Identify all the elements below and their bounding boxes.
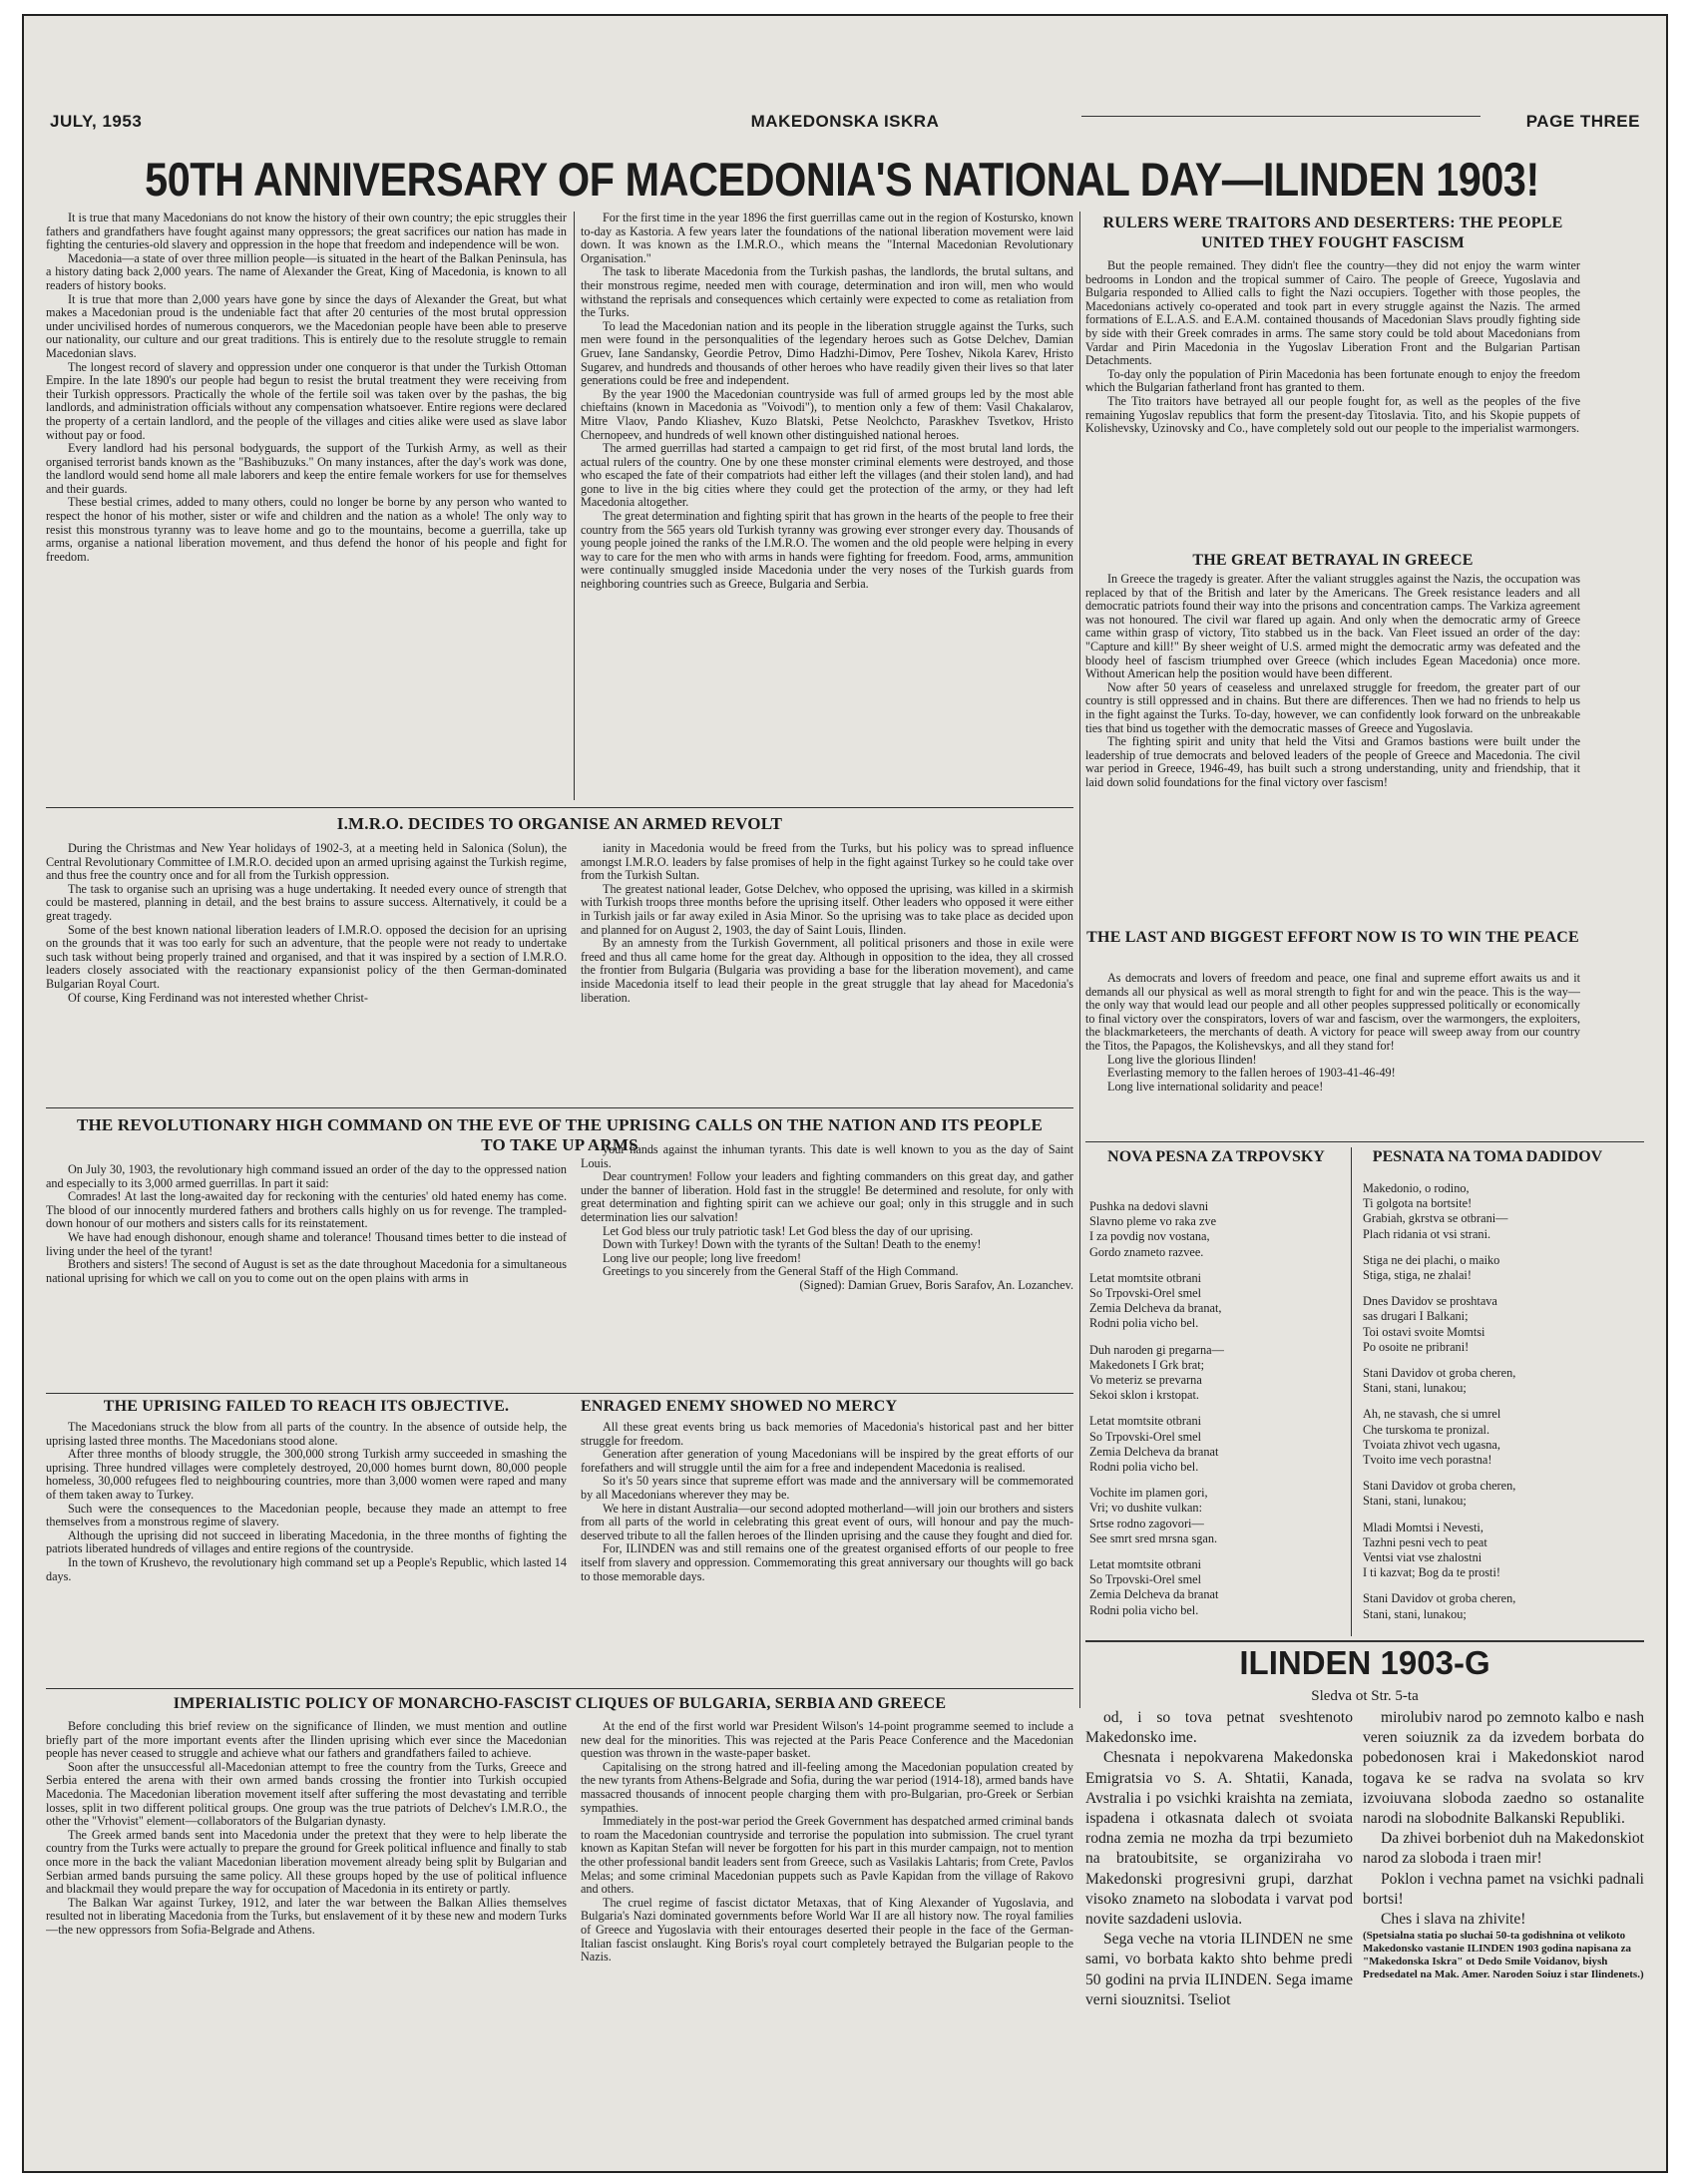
heading-enraged-enemy: ENRAGED ENEMY SHOWED NO MERCY bbox=[581, 1398, 898, 1415]
heading-last-effort: THE LAST AND BIGGEST EFFORT NOW IS TO WIN THE PEACE bbox=[1086, 929, 1579, 946]
main-headline: 50TH ANNIVERSARY OF MACEDONIA'S NATIONAL DAY—ILINDEN 1903! bbox=[145, 153, 1539, 206]
poem-title-trpovsky: NOVA PESNA ZA TRPOVSKY bbox=[1107, 1148, 1325, 1165]
section-rule bbox=[1085, 1141, 1644, 1142]
high-command-column-2: your hands against the inhuman tyrants. This date is well known to you as the day of Saint Louis. Dear countrymen! Follow your leaders and fighting commanders on this great day, and gather under the banner of liberation. Hold fast in the struggle! Be determined and resolute, for only with great determination and fighting spirit can we achieve our goal; only in this struggle and in such determination lies our salvation! Let God bless our truly patriotic task! Let God bless the day of our uprising. Down with Turkey! Down with the tyrants of the Sultan! Death to the enemy! Long live our people; long live freedom! Greetings to you sincerely from the General Staff of the High Command. (Signed): Damian Gruev, Boris Sarafov, An. Lozanchev. bbox=[581, 1143, 1073, 1292]
column-rule bbox=[574, 212, 575, 800]
issue-date: JULY, 1953 bbox=[50, 112, 143, 131]
imperialist-column-2: At the end of the first world war President Wilson's 14-point programme seemed to include a new deal for the minorities. This was rejected at the Paris Peace Conference and the Macedonian question was thrown in the waste-paper basket. Capitalising on the strong hatred and ill-feeling among the Macedonian population created by the new tyrants from Athens-Belgrade and Sofia, during the war period (1914-18), armed bands have massacred thousands of innocent people charging them with pro-Bulgarian, pro-Greek or Serbian sympathies. Immediately in the post-war period the Greek Government has despatched armed criminal bands to roam the Macedonian countryside and terrorise the population into submission. The cruel tyrant known as Kapitan Stefan will never be forgotten for his part in this murder campaign, not to mention the other professional bandit leaders sent from Greece, such as Vasilakis Lahtaris; from Crete, Pavlos Melas; and some criminal Macedonian puppets such as Pavle Kapidan from the village of Rakovo and others. The cruel regime of fascist dictator Metaxas, that of King Alexander of Yugoslavia, and Bulgaria's Nazi dominated governments before World War II are all history now. The royal families of Greece and Yugoslavia with their entourages deserted their people in the face of the German-Italian fascist onslaught. King Boris's royal court completely betrayed the Bulgarian people to the Nazis. bbox=[581, 1720, 1073, 1965]
paper-name: MAKEDONSKA ISKRA bbox=[750, 112, 940, 131]
newspaper-page bbox=[22, 14, 1668, 2173]
heading-imperialist-policy: IMPERIALISTIC POLICY OF MONARCHO-FASCIST CLIQUES OF BULGARIA, SERBIA AND GREECE bbox=[173, 1695, 947, 1712]
great-betrayal-text: In Greece the tragedy is greater. After the valiant struggles against the Nazis, the occupation was replaced by that of the British and later by the Americans. The Greek resistance leaders and all democratic patriots found their way into the prisons and concentration camps. The Varkiza agreement was not honoured. The civil war flared up again. And only when the democratic army of Greece came within grasp of victory, Tito stabbed us in the back. Van Fleet issued an order of the day: "Capture and kill!" By sheer weight of U.S. armed might the democratic army was defeated and the bloody heel of fascism triumphed over Greece (which includes Egean Macedonia) once more. Without American help the position would have been different. Now after 50 years of ceaseless and unrelaxed struggle for freedom, the greater part of our country is still oppressed and in chains. But there are differences. Then we had no friends to help us in the fight against the Turks. To-day, however, we can confidently look forward on the unbreakable ties that bind us together with the democratic masses of Greece and Yugoslavia. The fighting spirit and unity that held the Vitsi and Gramos bastions were built under the leadership of true democrats and beloved leaders of the people of Greece and Macedonia. The civil war period in Greece, 1946-49, has built such a strong understanding, unity and friendship, that it laid down solid foundations for the final victory over fascism! bbox=[1085, 573, 1580, 789]
article-column-1: It is true that many Macedonians do not know the history of their own country; the epic struggles their fathers and grandfathers have fought against many oppressors; the great sacrifices our nation has made in fighting the centuries-old slavery and oppression in the hope that freedom and independence will be won. Macedonia—a state of over three million people—is situated in the heart of the Balkan Peninsula, has a history dating back 2,000 years. The name of Alexander the Great, King of Macedonia, is known to all readers of history books. It is true that more than 2,000 years have gone by since the days of Alexander the Great, but what makes a Macedonian proud is the undeniable fact that after 20 centuries of the most brutal oppression under uncivilised hordes of numerous conquerors, we the Macedonian people have been able to preserve our nationality, our culture and our great traditions. This is entirely due to the resolute struggle to remain Macedonian slavs. The longest record of slavery and oppression under one conqueror is that under the Turkish Ottoman Empire. In the late 1890's our people had begun to resist the brutal treatment they were receiving from their Turkish oppressors. Practically the whole of the fertile soil was taken over by the pashas, the big landlords, and administration officials without any compensation whatsoever. Entire regions were declared the property of a certain landlord, and the people of the villages and cities alike were used as slave labor without pay or food. Every landlord had his personal bodyguards, the support of the Turkish Army, as well as their organised terrorist bands known as the "Bashibuzuks." On many instances, after the day's work was done, the landlord would send home all male laborers and keep the entire female workers for use for themselves and their guards. These bestial crimes, added to many others, could no longer be borne by any person who wanted to respect the honor of his mother, sister or wife and children and the nation as a whole! The only way to resist this monstrous tyranny was to leave home and go to the mountains, become a guerrilla, take up arms, organise a national liberation movement, and thus defend the honor of his people and fight for freedom. bbox=[46, 212, 567, 564]
high-command-column-1: On July 30, 1903, the revolutionary high command issued an order of the day to the oppressed nation and especially to its 3,000 armed guerrillas. In part it said: Comrades! At last the long-awaited day for reckoning with the centuries' old hated enemy has come. The blood of our innocently murdered fathers and brothers calls highly on us for revenge. The trampled-down honour of our mothers and sisters calls for its reinstatement. We have had enough dishonour, enough shame and tolerance! Thousand times better to die instead of living under the heel of the tyrant! Brothers and sisters! The second of August is set as the date throughout Macedonia for a simultaneous national uprising for which we call on you to come out on the open plains with arms in bbox=[46, 1163, 567, 1285]
heading-high-command: THE REVOLUTIONARY HIGH COMMAND ON THE EVE OF THE UPRISING CALLS ON THE NATION AND ITS PEOPLE TO TAKE UP ARMS bbox=[76, 1115, 1044, 1154]
imro-column-1: During the Christmas and New Year holidays of 1902-3, at a meeting held in Salonica (Solun), the Central Revolutionary Committee of I.M.R.O. decided upon an armed uprising against the Turkish regime, and thus free the country once and for all from the Turkish oppression. The task to organise such an uprising was a huge undertaking. It needed every ounce of strength that could be mastered, planning in detail, and the best brains to assure success. Alternatively, it could be a great tragedy. Some of the best known national liberation leaders of I.M.R.O. opposed the decision for an uprising on the grounds that it was too early for such an adventure, that the people were not ready to undertake such task without being properly trained and organised, and that it was inspired by a section of I.M.R.O. leaders closely associated with the reactionary expansionist policy of the then German-dominated Bulgarian Royal Court. Of course, King Ferdinand was not interested whether Christ- bbox=[46, 842, 567, 1005]
last-effort-text: As democrats and lovers of freedom and peace, one final and supreme effort awaits us and it demands all our physical as well as moral strength to fight for and win the peace. This is the way—the only way that would lead our people and all other peoples suppressed politically or economically to final victory over the conspirators, lovers of war and fascism, over the warmongers, the exploiters, the blackmarketeers, the merchants of death. A victory for peace will sweep away from our country the Titos, the Papagos, the Kolishevskys, and all they stand for! Long live the glorious Ilinden! Everlasting memory to the fallen heroes of 1903-41-46-49! Long live international solidarity and peace! bbox=[1085, 972, 1580, 1093]
column-rule bbox=[1351, 1147, 1352, 1636]
section-rule bbox=[46, 1393, 1073, 1394]
ilinden-box-column-1: od, i so tova petnat sveshtenoto Makedonsko ime. Chesnata i nepokvarena Makedonska Emigratsia vo S. A. Shtatii, Kanada, Avstralia i po vsichki kraishta na zemiata, ispadena i otkasnata dalech ot svoiata rodna zemia ne mozha da trpi bezumieto na bratoubitsite, se organiziraha vo Makedonski progresivni grupi, darzhat visoko znameto na slobodata i varvat pod novite sazdadeni uslovia. Sega veche na vtoria ILINDEN ne sme sami, vo borbata kakto shto behme predi 50 godini na prvia ILINDEN. Sega imame verni siouznitsi. Tseliot bbox=[1085, 1709, 1353, 2008]
section-rule bbox=[46, 807, 1073, 808]
header-rule bbox=[1081, 116, 1480, 117]
continued-from: Sledva ot Str. 5-ta bbox=[1311, 1688, 1419, 1704]
imro-column-2: ianity in Macedonia would be freed from the Turks, but his policy was to spread influence amongst I.M.R.O. leaders by false promises of help in the fight against Turkey so he could take over from the Turkish Sultan. The greatest national leader, Gotse Delchev, who opposed the uprising, was killed in a skirmish with Turkish troops three months before the uprising itself. Other leaders who opposed it were either in Turkish jails or far away exiled in Asia Minor. So the uprising was to take place as decided upon and planned for on August 2, 1903, the day of Saint Louis, Ilinden. By an amnesty from the Turkish Government, all political prisoners and those in exile were freed and thus all came home for the great day. Although in opposition to the idea, they all crossed the frontier from Bulgaria (Bulgaria was providing a base for the liberation movement), and came inside Macedonia itself to lead their people in the great struggle that lay ahead for Macedonia's liberation. bbox=[581, 842, 1073, 1005]
heading-uprising-failed: THE UPRISING FAILED TO REACH ITS OBJECTIVE. bbox=[103, 1398, 510, 1415]
imperialist-column-1: Before concluding this brief review on the significance of Ilinden, we must mention and outline briefly part of the more important events after the Ilinden uprising which ever since the Macedonian people has never ceased to struggle and achieve what our fathers and grandfathers failed to achieve. Soon after the unsuccessful all-Macedonian attempt to free the country from the Turks, Greece and Serbia entered the arena with their own armed bands crossing the frontier into Turkish occupied Macedonia. The Macedonian liberation movement itself after suffering the most devastating and terrible losses, split in two different political groups. One group was the true patriots of Delchev's I.M.R.O., the other the "Vrhovist" element—collaborators of the Bulgarian dynasty. The Greek armed bands sent into Macedonia under the pretext that they were to help liberate the country from the Turks were actually to prepare the ground for Greek political influence and finally to stab once more in the back the valiant Macedonian liberation movement already being split by Bulgarian and Serbian armed bands pursuing the same policy. All these groups hoped by the use of political influence and blackmail they would prepare the way for occupation of Macedonia in its entirety or partly. The Balkan War against Turkey, 1912, and later the war between the Balkan Allies themselves resulted not in liberating Macedonia from the Turks, but enslavement of it by these new and modern Turks—the new oppressors from Sofia-Belgrade and Athens. bbox=[46, 1720, 567, 1937]
author-note: (Spetsialna statia po sluchai 50-ta godishnina ot velikoto Makedonsko vastanie ILINDEN 1903 godina napisana za "Makedonska Iskra" ot Dedo Smile Voidanov, biysh Predsedatel na Mak. Amer. Naroden Soiuz i star Ilindenets.) bbox=[1363, 1930, 1644, 1981]
box-rule bbox=[1085, 1640, 1644, 1642]
poem-title-dadidov: PESNATA NA TOMA DADIDOV bbox=[1372, 1148, 1603, 1165]
column-rule-right bbox=[1079, 212, 1080, 1708]
poem-trpovsky: Pushka na dedovi slavni Slavno pleme vo raka zve I za povdig nov vostana, Gordo znameto razvee. Letat momtsite otbrani So Trpovski-Orel smel Zemia Delcheva da branat, Rodni polia vicho bel. Duh naroden gi pregarna— Makedonets I Grk brat; Vo meteriz se prevarna Sekoi sklon i krstopat. Letat momtsite otbrani So Trpovski-Orel smel Zemia Delcheva da branat Rodni polia vicho bel. Vochite im plamen gori, Vri; vo dushite vulkan: Srtse rodno zagovori— See smrt sred mrsna sgan. Letat momtsite otbrani So Trpovski-Orel smel Zemia Delcheva da branat Rodni polia vicho bel. bbox=[1089, 1199, 1224, 1617]
uprising-failed-text: The Macedonians struck the blow from all parts of the country. In the absence of outside help, the uprising lasted three months. The Macedonians stood alone. After three months of bloody struggle, the 300,000 strong Turkish army succeeded in smashing the uprising. Three hundred villages were completely destroyed, 20,000 homes burnt down, 80,000 people homeless, 30,000 refugees fled to neighbouring countries, more than 3,000 women were raped and many of them taken away to Turkey. Such were the consequences to the Macedonian people, because they made an attempt to free themselves from a monstrous regime of slavery. Although the uprising did not succeed in liberating Macedonia, in the three months of fighting the patriots liberated hundreds of villages and entire regions of the countryside. In the town of Krushevo, the revolutionary high command set up a People's Republic, which lasted 14 days. bbox=[46, 1421, 567, 1583]
heading-rulers-traitors: RULERS WERE TRAITORS AND DESERTERS: THE PEOPLE UNITED THEY FOUGHT FASCISM bbox=[1102, 215, 1563, 251]
ilinden-box-title: ILINDEN 1903-G bbox=[1239, 1644, 1490, 1681]
section-rule bbox=[46, 1688, 1073, 1689]
ilinden-box-column-2: mirolubiv narod po zemnoto kalbo e nash veren soiuznik za da izvedem borbata do pobedonosen krai i Makedonskiot narod togava ke se radva na svolata so krv izvoiuvana sloboda zaedno so ostanalite narodi na slobodnite Balkanski Republiki. Da zhivei borbeniot duh na Makedonskiot narod za sloboda i traen mir! Poklon i vechna pamet na vsichki padnali bortsi! Ches i slava na zhivite! (Spetsialna statia po sluchai 50-ta godishnina ot velikoto Makedonsko vastanie ILINDEN 1903 godina napisana za "Makedonska Iskra" ot Dedo Smile Voidanov, biysh Predsedatel na Mak. Amer. Naroden Soiuz i star Ilindenets.) bbox=[1363, 1709, 1644, 1981]
enraged-enemy-text: All these great events bring us back memories of Macedonia's historical past and her bitter struggle for freedom. Generation after generation of young Macedonians will be inspired by the great efforts of our forefathers and will struggle until the aim for a free and independent Macedonia is realised. So it's 50 years since that supreme effort was made and the anniversary will be commemorated by all Macedonians wherever they may be. We here in distant Australia—our second adopted motherland—will join our brothers and sisters from all parts of the world in celebrating this great event of ours, will honour and pay the much-deserved tribute to all the fallen heroes of the Ilinden uprising and the cause they fought and died for. For, ILINDEN was and still remains one of the greatest organised efforts of our people to free itself from slavery and oppression. Commemorating this great anniversary our thoughts will go back to those memorable days. bbox=[581, 1421, 1073, 1583]
poem-dadidov: Makedonio, o rodino, Ti golgota na bortsite! Grabiah, gkrstva se otbrani— Plach ridania ot vsi strani. Stiga ne dei plachi, o maiko Stiga, stiga, ne zhalai! Dnes Davidov se proshtava sas drugari I Balkani; Toi ostavi svoite Momtsi Po osoite ne pribrani! Stani Davidov ot groba cheren, Stani, stani, lunakou; Ah, ne stavash, che si umrel Che turskoma te pronizal. Tvoiata zhivot vech ugasna, Tvoito ime vech porastna! Stani Davidov ot groba cheren, Stani, stani, lunakou; Mladi Momtsi i Nevesti, Tazhni pesni vech to peat Ventsi viat vse zhalostni I ti kazvat; Bog da te prosti! Stani Davidov ot groba cheren, Stani, stani, lunakou; bbox=[1363, 1181, 1516, 1621]
section-rule bbox=[46, 1107, 1073, 1108]
page-number: PAGE THREE bbox=[1525, 112, 1640, 131]
article-column-2: For the first time in the year 1896 the first guerrillas came out in the region of Kostursko, known to-day as Kastoria. A few years later the foundations of the national liberation movement were laid down. It was known as the I.M.R.O., which means the "Internal Macedonian Revolutionary Organisation." The task to liberate Macedonia from the Turkish pashas, the landlords, the brutal sultans, and their monstrous regime, needed men with courage, determination and iron will, men who would withstand the reprisals and consequences which certainly were expected to come as retaliation from the Turks. To lead the Macedonian nation and its people in the liberation struggle against the Turks, such men were found in the personqualities of the legendary heroes such as Gotse Delchev, Damian Gruev, Iane Sandansky, Geordie Petrov, Dimo Hadzhi-Dimov, Pere Toshev, Nikola Karev, Hristo Sugarev, and hundreds and thousands of other heroes who have readily given their lives so that later generations could be free and independent. By the year 1900 the Macedonian countryside was full of armed groups led by the most able chieftains (known in Macedonia as "Voivodi"), to mention only a few of them: Vasil Chakalarov, Mitre Vlaov, Pando Kliashev, Kuzo Blatski, Petse Neolchcto, Paraskhev Tsvetkov, Hristo Chernopeev, and hundreds of well known other distinguished national heroes. The armed guerrillas had started a campaign to get rid first, of the most brutal land lords, the actual rulers of the country. One by one these monster criminal elements were destroyed, and those who escaped the fate of their compatriots had either left the villages (and their stolen land), and had gone to live in the big cities where they could get the protection of the army, or they had left Macedonia altogether. The great determination and fighting spirit that has grown in the hearts of the people to free their country from the 565 years old Turkish tyranny was growing ever stronger every day. Thousands of young people joined the ranks of the I.M.R.O. The women and the old people were helping in every way to care for the men who with arms in hands were fighting for freedom. Food, arms, ammunition were continually smuggled inside Macedonia under the very noses of the Turkish guards from neighboring countries such as Greece, Bulgaria and Serbia. bbox=[581, 212, 1073, 592]
rulers-traitors-text: But the people remained. They didn't flee the country—they did not enjoy the warm winter bedrooms in London and the tropical summer of Cairo. The people of Greece, Yugoslavia and Bulgaria responded to Allied calls to fight the Nazi occupiers. Together with those peoples, the Macedonians actively co-operated and took part in every struggle against the Nazis. The armed formations of E.L.A.S. and E.A.M. contained thousands of Macedonian Slavs proudly fighting side by side with their Greek comrades in arms. The same story could be told about Macedonians from Vardar and Pirin Macedonia in the Yugoslav Liberation Front and the Bulgarian Partisan Detachments. To-day only the population of Pirin Macedonia has been fortunate enough to enjoy the freedom which the Bulgarian fatherland front has granted to them. The Tito traitors have betrayed all our people fought for, as well as the peoples of the five remaining Yugoslav republics that form the present-day Titoslavia. Tito, and his Skopie puppets of Kolishevsky, Uzinovsky and Co., have completely sold out our people to the imperialist warmongers. bbox=[1085, 259, 1580, 436]
heading-imro: I.M.R.O. DECIDES TO ORGANISE AN ARMED REVOLT bbox=[336, 814, 783, 833]
heading-great-betrayal: THE GREAT BETRAYAL IN GREECE bbox=[1192, 552, 1474, 569]
